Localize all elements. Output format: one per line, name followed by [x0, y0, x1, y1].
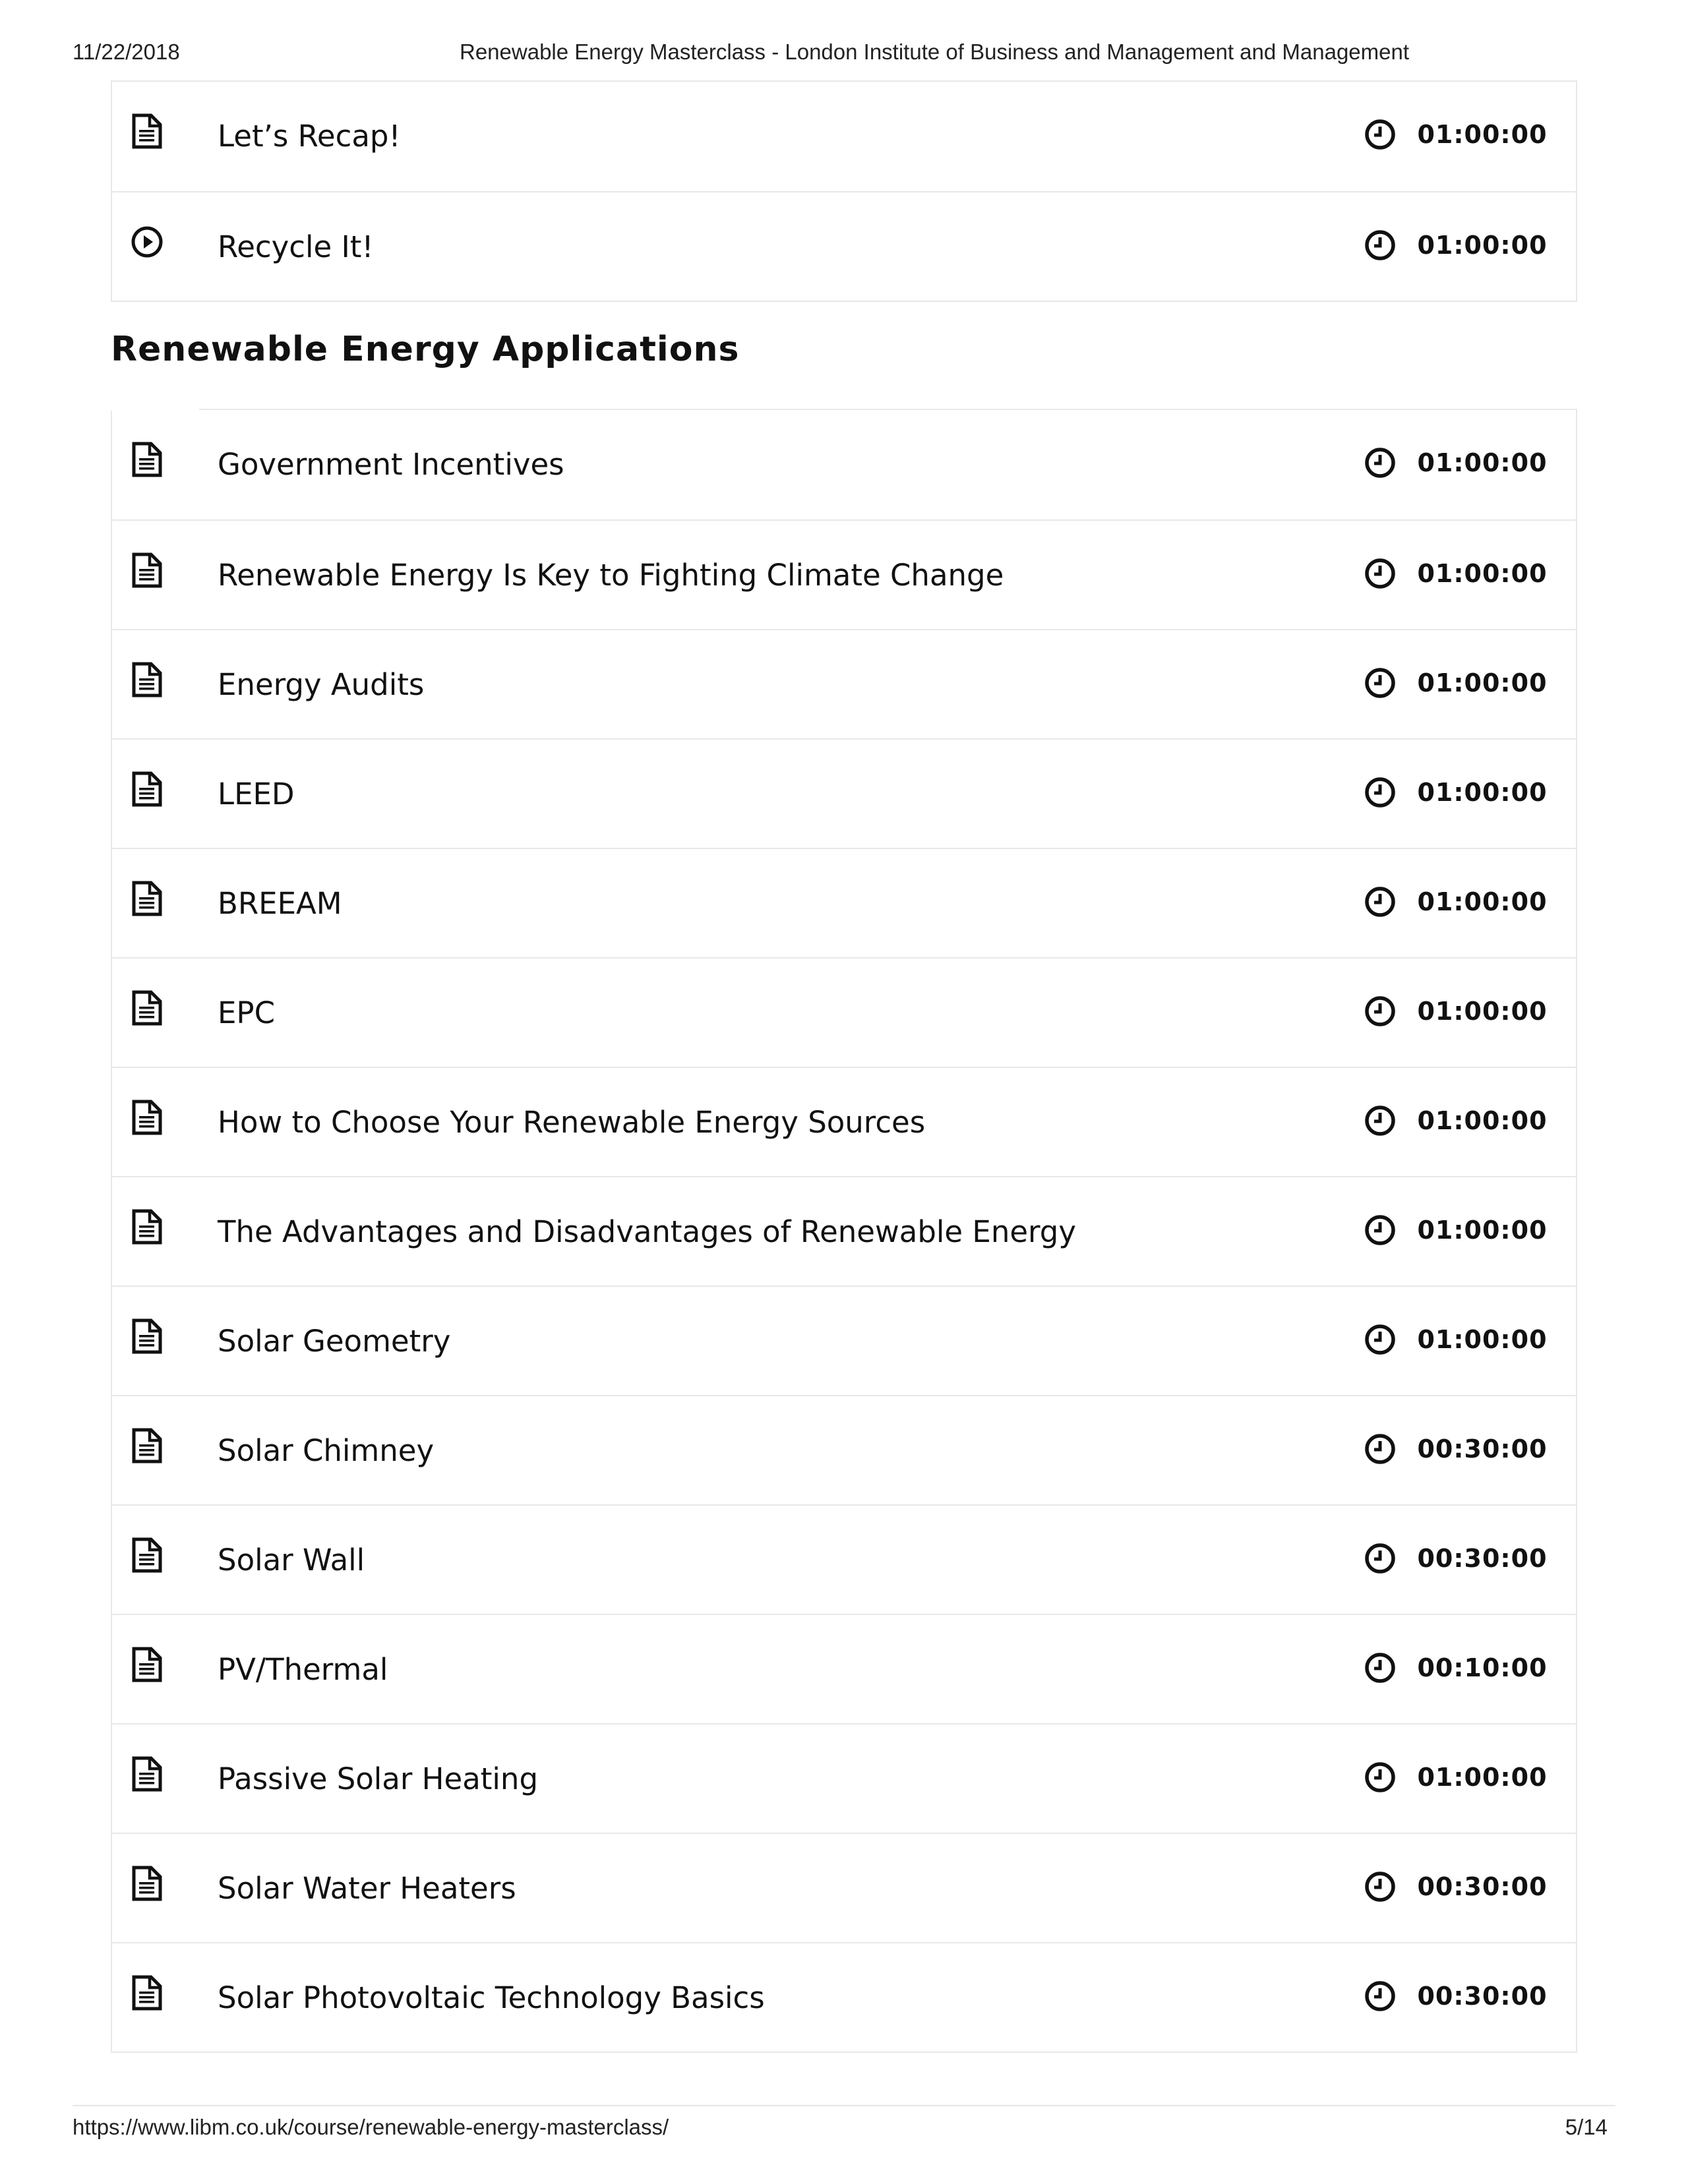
document-icon — [131, 1866, 164, 1901]
footer-divider — [73, 2105, 1615, 2106]
clock-icon — [1364, 1104, 1397, 1137]
document-icon — [131, 1100, 164, 1135]
lesson-duration: 01:00:00 — [1417, 887, 1548, 916]
document-icon — [131, 1209, 164, 1245]
lesson-row[interactable] — [112, 1176, 1576, 1285]
lesson-duration: 01:00:00 — [1417, 1763, 1548, 1792]
lesson-duration: 00:30:00 — [1417, 1434, 1548, 1463]
lesson-row[interactable] — [112, 519, 1576, 629]
play-circle-icon — [131, 224, 164, 260]
document-icon — [131, 1647, 164, 1682]
lesson-title[interactable]: Solar Photovoltaic Technology Basics — [218, 1980, 765, 2015]
lesson-row[interactable] — [112, 629, 1576, 738]
document-icon — [131, 1756, 164, 1792]
lesson-row[interactable] — [112, 410, 1576, 519]
clock-icon — [1364, 118, 1397, 151]
lesson-row[interactable] — [112, 738, 1576, 848]
document-icon — [131, 1428, 164, 1463]
lesson-row[interactable] — [112, 957, 1576, 1067]
document-icon — [131, 881, 164, 916]
lesson-title[interactable]: Renewable Energy Is Key to Fighting Climate Change — [218, 558, 1004, 593]
lesson-row[interactable] — [112, 1723, 1576, 1833]
clock-icon — [1364, 1323, 1397, 1356]
lesson-row[interactable] — [112, 1285, 1576, 1395]
lesson-title[interactable]: Solar Chimney — [218, 1433, 435, 1468]
lesson-row[interactable] — [112, 1942, 1576, 2051]
lesson-title[interactable]: Recycle It! — [218, 229, 374, 264]
document-icon — [131, 1318, 164, 1354]
lesson-title[interactable]: The Advantages and Disadvantages of Renewable Energy — [218, 1214, 1076, 1249]
lesson-title[interactable]: Government Incentives — [218, 447, 564, 482]
lesson-row[interactable] — [112, 1504, 1576, 1614]
clock-icon — [1364, 885, 1397, 918]
clock-icon — [1364, 776, 1397, 809]
lesson-row[interactable] — [112, 1395, 1576, 1504]
clock-icon — [1364, 1214, 1397, 1247]
lesson-title[interactable]: Solar Wall — [218, 1543, 365, 1578]
document-icon — [131, 1537, 164, 1573]
lesson-list-previous — [111, 80, 1577, 302]
lesson-title[interactable]: Passive Solar Heating — [218, 1761, 539, 1796]
clock-icon — [1364, 666, 1397, 699]
lesson-title[interactable]: BREEAM — [218, 886, 342, 921]
clock-icon — [1364, 1870, 1397, 1903]
document-icon — [131, 113, 164, 149]
lesson-duration: 00:30:00 — [1417, 1872, 1548, 1901]
lesson-duration: 00:30:00 — [1417, 1544, 1548, 1573]
lesson-duration: 01:00:00 — [1417, 1325, 1548, 1354]
lesson-title[interactable]: Energy Audits — [218, 667, 425, 702]
page-number: 5/14 — [1565, 2115, 1608, 2139]
print-header — [0, 40, 1688, 66]
clock-icon — [1364, 1542, 1397, 1575]
lesson-title[interactable]: Solar Geometry — [218, 1324, 451, 1359]
lesson-duration: 01:00:00 — [1417, 1106, 1548, 1135]
document-icon — [131, 771, 164, 807]
lesson-row[interactable] — [112, 1067, 1576, 1176]
document-icon — [131, 1975, 164, 2011]
lesson-duration: 01:00:00 — [1417, 559, 1548, 588]
clock-icon — [1364, 1651, 1397, 1684]
clock-icon — [1364, 1980, 1397, 2013]
lesson-title[interactable]: Let’s Recap! — [218, 119, 401, 154]
lesson-duration: 01:00:00 — [1417, 997, 1548, 1026]
lesson-title[interactable]: EPC — [218, 995, 275, 1030]
lesson-row[interactable] — [112, 1833, 1576, 1942]
lesson-duration: 01:00:00 — [1417, 1216, 1548, 1245]
clock-icon — [1364, 229, 1397, 262]
print-url: https://www.libm.co.uk/course/renewable-energy-masterclass/ — [73, 2115, 669, 2139]
lesson-duration: 01:00:00 — [1417, 778, 1548, 807]
lesson-row[interactable] — [112, 82, 1576, 191]
section-title: Renewable Energy Applications — [111, 330, 740, 369]
clock-icon — [1364, 1432, 1397, 1465]
lesson-duration: 01:00:00 — [1417, 668, 1548, 697]
clock-icon — [1364, 1761, 1397, 1794]
document-icon — [131, 442, 164, 477]
lesson-duration: 01:00:00 — [1417, 120, 1548, 149]
print-page-title: Renewable Energy Masterclass - London Institute of Business and Management and Management — [460, 40, 1410, 64]
lesson-duration: 00:30:00 — [1417, 1982, 1548, 2011]
document-icon — [131, 552, 164, 588]
clock-icon — [1364, 557, 1397, 590]
document-icon — [131, 662, 164, 697]
lesson-duration: 01:00:00 — [1417, 231, 1548, 260]
document-icon — [131, 990, 164, 1026]
lesson-title[interactable]: Solar Water Heaters — [218, 1871, 516, 1906]
lesson-title[interactable]: LEED — [218, 777, 295, 812]
lesson-list-renewable-energy-applications — [111, 409, 1577, 2053]
clock-icon — [1364, 995, 1397, 1028]
print-date: 11/22/2018 — [73, 40, 180, 64]
lesson-title[interactable]: How to Choose Your Renewable Energy Sources — [218, 1105, 926, 1140]
lesson-row[interactable] — [112, 1614, 1576, 1723]
lesson-title[interactable]: PV/Thermal — [218, 1652, 388, 1687]
lesson-duration: 01:00:00 — [1417, 448, 1548, 477]
lesson-duration: 00:10:00 — [1417, 1653, 1548, 1682]
clock-icon — [1364, 446, 1397, 479]
lesson-row[interactable] — [112, 191, 1576, 301]
lesson-row[interactable] — [112, 848, 1576, 957]
